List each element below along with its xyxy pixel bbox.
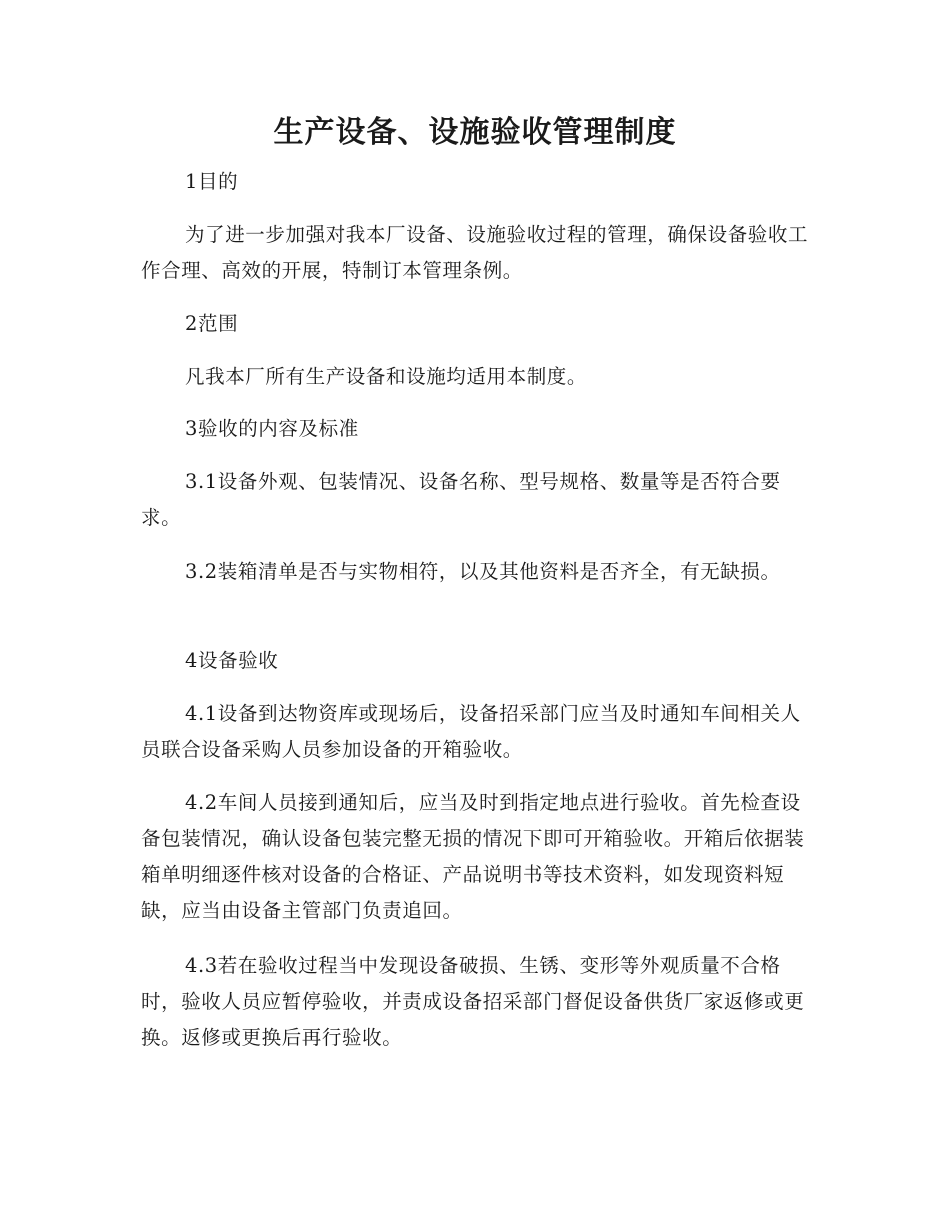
- paragraph-4-3: 4.3若在验收过程当中发现设备破损、生锈、变形等外观质量不合格时，验收人员应暂停验收，并责成设备招采部门督促设备供货厂家返修或更换。返修或更换后再行验收。: [141, 954, 805, 1049]
- paragraph-4-2: 4.2车间人员接到通知后，应当及时到指定地点进行验收。首先检查设备包装情况，确认设备包装完整无损的情况下即可开箱验收。开箱后依据装箱单明细逐件核对设备的合格证、产品说明书等技术资料，如发现资料短缺，应当由设备主管部门负责追回。: [141, 791, 805, 922]
- section-heading-content-standards: 3验收的内容及标准: [185, 417, 359, 440]
- section-heading-equipment-acceptance: 4设备验收: [185, 649, 279, 672]
- section-heading-scope: 2范围: [185, 312, 239, 335]
- section-heading-purpose: 1目的: [185, 170, 239, 193]
- paragraph-3-1: 3.1设备外观、包装情况、设备名称、型号规格、数量等是否符合要求。: [141, 470, 781, 529]
- paragraph-purpose: 为了进一步加强对我本厂设备、设施验收过程的管理，确保设备验收工作合理、高效的开展，特制订本管理条例。: [141, 223, 809, 282]
- paragraph-scope: 凡我本厂所有生产设备和设施均适用本制度。: [185, 365, 588, 388]
- document-title: 生产设备、设施验收管理制度: [273, 115, 677, 150]
- paragraph-3-2: 3.2装箱清单是否与实物相符，以及其他资料是否齐全，有无缺损。: [185, 560, 781, 583]
- paragraph-4-1: 4.1设备到达物资库或现场后，设备招采部门应当及时通知车间相关人员联合设备采购人员参加设备的开箱验收。: [141, 702, 801, 761]
